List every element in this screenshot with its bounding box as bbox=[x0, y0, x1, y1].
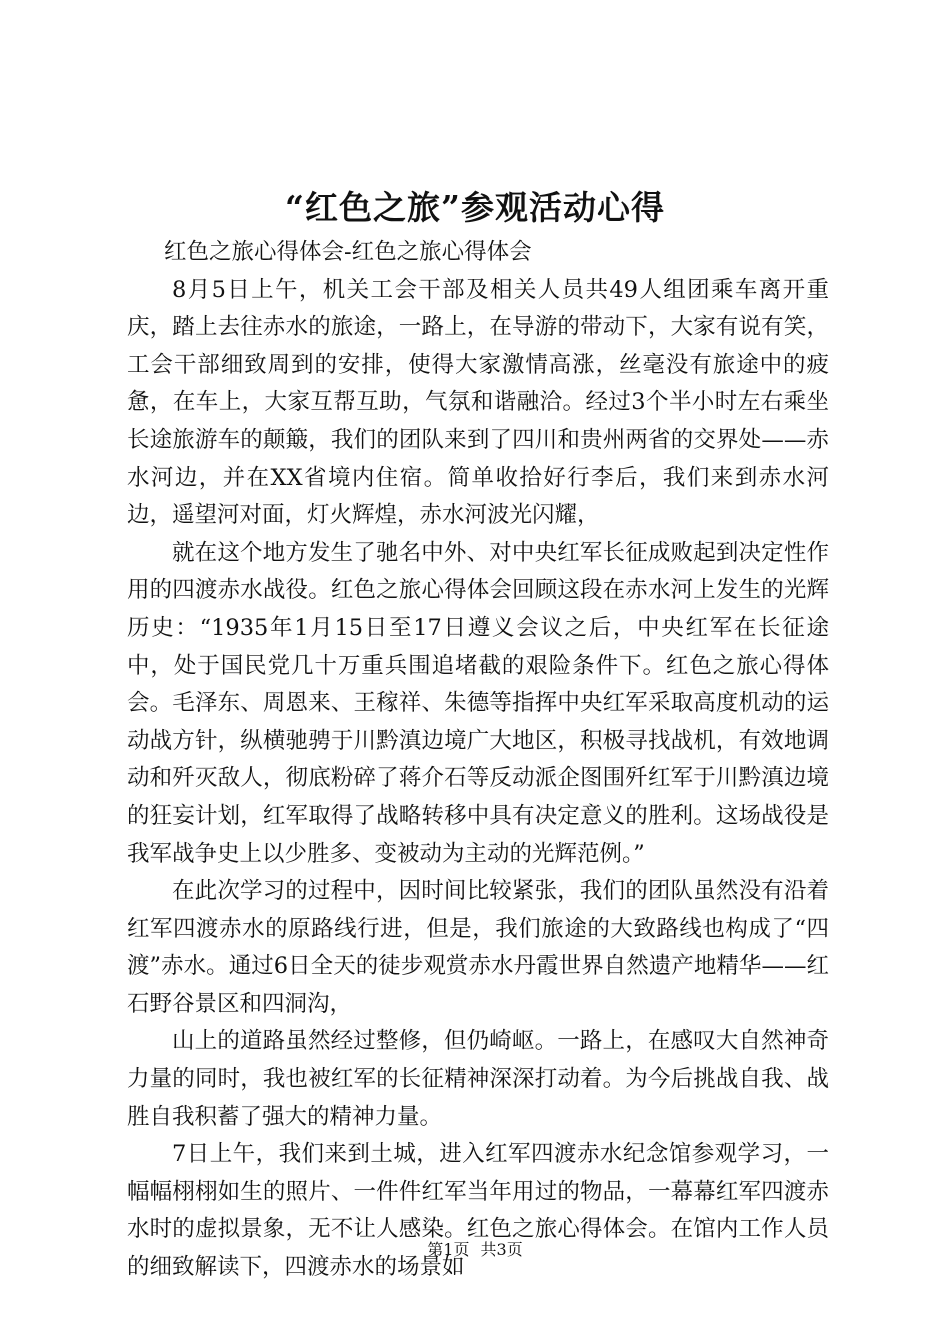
page-footer bbox=[0, 1238, 950, 1262]
page-number: 第1页 bbox=[427, 1240, 470, 1259]
document-body bbox=[127, 234, 829, 1287]
paragraph: 7日上午，我们来到土城，进入红军四渡赤水纪念馆参观学习，一幅幅栩栩如生的照片、一件件红军当年用过的物品，一幕幕红军四渡赤水时的虚拟景象，无不让人感染。红色之旅心得体会。在馆内工作人员的细致解读下，四渡赤水的场景如 bbox=[127, 1141, 829, 1281]
paragraph: 山上的道路虽然经过整修，但仍崎岖。一路上，在感叹大自然神奇力量的同时，我也被红军的长征精神深深打动着。为今后挑战自我、战胜自我积蓄了强大的精神力量。 bbox=[127, 1028, 829, 1130]
document-subtitle: 红色之旅心得体会-红色之旅心得体会 bbox=[164, 239, 532, 265]
paragraph: 在此次学习的过程中，因时间比较紧张，我们的团队虽然没有沿着红军四渡赤水的原路线行进，但是，我们旅途的大致路线也构成了“四渡”赤水。通过6日全天的徒步观赏赤水丹霞世界自然遗产地精华——红石野谷景区和四洞沟， bbox=[127, 878, 829, 1017]
document-title: “红色之旅”参观活动心得 bbox=[285, 188, 665, 227]
paragraph: 就在这个地方发生了驰名中外、对中央红军长征成败起到决定性作用的四渡赤水战役。红色之旅心得体会回顾这段在赤水河上发生的光辉历史：“1935年1月15日至17日遵义会议之后，中央红军在长征途中，处于国民党几十万重兵围追堵截的艰险条件下。红色之旅心得体会。毛泽东、周恩来、王稼祥、朱德等指挥中央红军采取高度机动的运动战方针，纵横驰骋于川黔滇边境广大地区，积极寻找战机，有效地调动和歼灭敌人，彻底粉碎了蒋介石等反动派企图围歼红军于川黔滇边境的狂妄计划，红军取得了战略转移中具有决定意义的胜利。这场战役是我军战争史上以少胜多、变被动为主动的光辉范例。” bbox=[127, 539, 829, 867]
paragraph: 8月5日上午，机关工会干部及相关人员共49人组团乘车离开重庆，踏上去往赤水的旅途，一路上，在导游的带动下，大家有说有笑，工会干部细致周到的安排，使得大家激情高涨，丝毫没有旅途中的疲惫，在车上，大家互帮互助，气氛和谐融洽。经过3个半小时左右乘坐长途旅游车的颠簸，我们的团队来到了四川和贵州两省的交界处——赤水河边，并在XX省境内住宿。简单收拾好行李后，我们来到赤水河边，遥望河对面，灯火辉煌，赤水河波光闪耀， bbox=[127, 276, 829, 529]
page-total: 共3页 bbox=[480, 1240, 523, 1259]
